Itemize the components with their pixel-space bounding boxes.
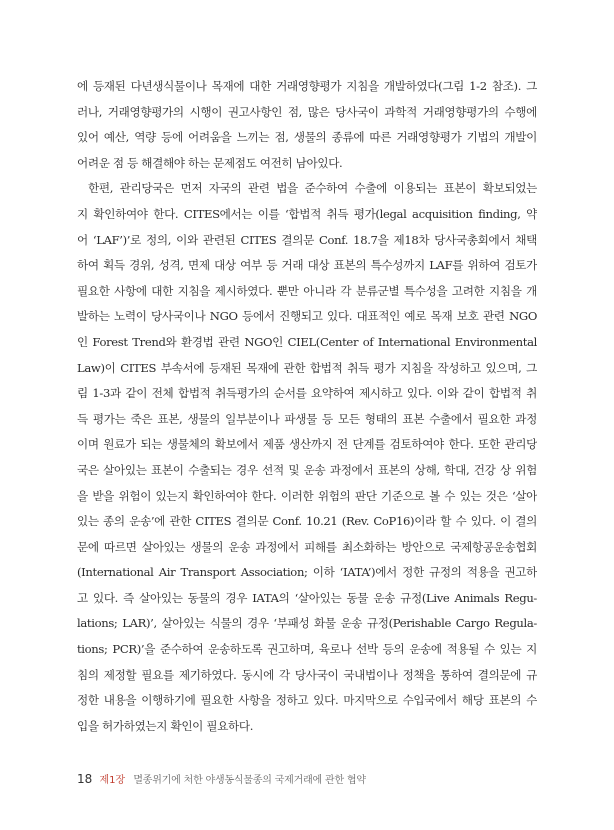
text-line: 어 ‘LAF’)’로 정의, 이와 관련된 CITES 결의문 Conf. 18.7을 제18차 당사국총회에서 채택 [77,232,537,247]
book-title: 멸종위기에 처한 야생동식물종의 국제거래에 관한 협약 [133,775,366,786]
text-line: 있는 종의 운송’에 관한 CITES 결의문 Conf. 10.21 (Rev. CoP16)이라 할 수 있다. 이 결의 [77,514,537,529]
text-line: 득 평가는 죽은 표본, 생물의 일부분이나 파생물 등 모든 형태의 표본 수출에서 필요한 과정 [77,411,537,426]
text-line: 인 Forest Trend와 환경법 관련 NGO인 CIEL(Center of International Environmental [77,334,537,349]
text-line: 문에 따르면 살아있는 생물의 운송 과정에서 피해를 최소화하는 방안으로 국제항공운송협회 [77,539,537,554]
text-line: 국은 살아있는 표본이 수출되는 경우 선적 및 운송 과정에서 표본의 상해, 학대, 건강 상 위험 [77,462,537,477]
body-text [77,74,537,739]
paragraph-2 [77,176,537,739]
text-line: (International Air Transport Association; 이하 ‘IATA’)에서 정한 규정의 적용을 권고하 [77,565,537,580]
text-line: 한편, 관리당국은 먼저 자국의 관련 법을 준수하여 수출에 이용되는 표본이 확보되었는 [88,181,537,196]
page-number: 18 [77,772,93,786]
text-line: 이며 원료가 되는 생물체의 확보에서 제품 생산까지 전 단계를 검토하여야 한다. 또한 관리당 [77,437,537,452]
chapter-label: 제1장 [99,775,126,786]
page-footer [77,771,366,786]
text-line: 침의 제정할 필요를 제기하였다. 동시에 각 당사국이 국내법이나 정책을 통하여 결의문에 규 [77,667,537,682]
text-line: 정한 내용을 이행하기에 필요한 사항을 정하고 있다. 마지막으로 수입국에서 해당 표본의 수 [77,693,537,708]
text-line: tions; PCR)’을 준수하여 운송하도록 권고하며, 육로나 선박 등의 운송에 적용될 수 있는 지 [77,642,537,657]
text-line: 필요한 사항에 대한 지침을 제시하였다. 뿐만 아니라 각 분류군별 특수성을 고려한 지침을 개 [77,283,537,298]
text-line: lations; LAR)’, 살아있는 식물의 경우 ‘부패성 화물 운송 규정(Perishable Cargo Regula- [77,616,537,631]
text-line: 고 있다. 즉 살아있는 동물의 경우 IATA의 ‘살아있는 동물 운송 규정(Live Animals Regu- [77,590,537,605]
text-line: 발하는 노력이 당사국이나 NGO 등에서 진행되고 있다. 대표적인 예로 목재 보호 관련 NGO [77,309,537,324]
text-line: 러나, 거래영향평가의 시행이 권고사항인 점, 많은 당사국이 과학적 거래영향평가의 수행에 [77,104,537,119]
text-line: 지 확인하여야 한다. CITES에서는 이를 ‘합법적 취득 평가(legal acquisition finding, 약 [77,206,537,221]
paragraph-1 [77,74,537,176]
text-line: 에 등재된 다년생식물이나 목재에 대한 거래영향평가 지침을 개발하였다(그림 1-2 참조). 그 [77,79,537,93]
text-line: 어려운 점 등 해결해야 하는 문제점도 여전히 남아있다. [77,155,343,170]
text-line: Law)이 CITES 부속서에 등재된 목재에 관한 합법적 취득 평가 지침을 작성하고 있으며, 그 [77,360,537,375]
text-line: 을 받을 위험이 있는지 확인하여야 한다. 이러한 위험의 판단 기준으로 볼 수 있는 것은 ‘살아 [77,488,537,503]
text-line: 하여 획득 경위, 성격, 면제 대상 여부 등 거래 대상 표본의 특수성까지 LAF를 위하여 검토가 [77,258,537,273]
text-line: 입을 허가하였는지 확인이 필요하다. [77,718,254,733]
text-line: 있어 예산, 역량 등에 어려움을 느끼는 점, 생물의 종류에 따른 거래영향평가 기법의 개발이 [77,130,537,145]
text-line: 림 1-3과 같이 전체 합법적 취득평가의 순서를 요약하여 제시하고 있다. 이와 같이 합법적 취 [77,386,537,401]
